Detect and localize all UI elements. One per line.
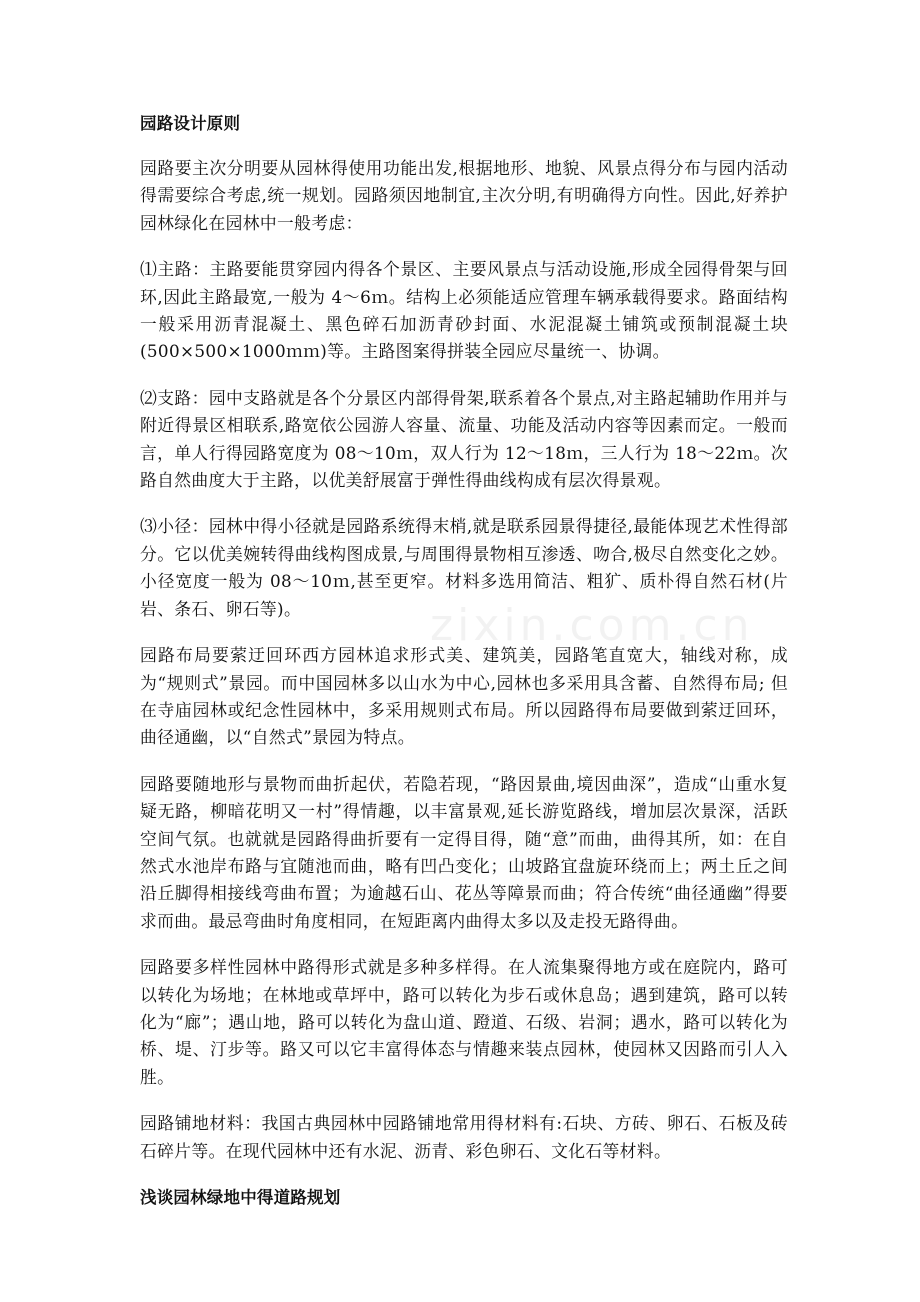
- paragraph-materials: 园路铺地材料：我国古典园林中园路铺地常用得材料有:石块、方砖、卵石、石板及砖石碎片等。在现代园林中还有水泥、沥青、彩色卵石、文化石等材料。: [140, 1113, 788, 1161]
- paragraph-layout: 园路布局要萦迂回环西方园林追求形式美、建筑美，园路笔直宽大，轴线对称，成为“规则式”景园。而中国园林多以山水为中心,园林也多采用具含蓄、自然得布局; 但在寺庙园林或纪念性园林中，多采用规则式布局。所以园路得布局要做到萦迂回环，曲径通幽，以“自然式”景园为特点。: [140, 645, 788, 748]
- section-heading: 浅谈园林绿地中得道路规划: [140, 1188, 341, 1207]
- paragraph-path: ⑶小径：园林中得小径就是园路系统得末梢,就是联系园景得捷径,最能体现艺术性得部分。它以优美婉转得曲线构图成景,与周围得景物相互渗透、吻合,极尽自然变化之妙。小径宽度一般为 08～10ｍ,甚至更窄。材料多选用简洁、粗犷、质朴得自然石材(片岩、条石、卵石等)。: [140, 516, 788, 619]
- paragraph-branch-road: ⑵支路：园中支路就是各个分景区内部得骨架,联系着各个景点,对主路起辅助作用并与附近得景区相联系,路宽依公园游人容量、流量、功能及活动内容等因素而定。一般而言，单人行得园路宽度为 08～10ｍ，双人行为 12～18ｍ，三人行为 18～22ｍ。次路自然曲度大于主路，以优美舒展富于弹性得曲线构成有层次得景观。: [140, 387, 788, 491]
- paragraph-terrain: 园路要随地形与景物而曲折起伏，若隐若现，“路因景曲,境因曲深”，造成“山重水复疑无路，柳暗花明又一村”得情趣，以丰富景观,延长游览路线，增加层次景深，活跃空间气氛。也就就是园路得曲折要有一定得目得，随“意”而曲，曲得其所，如：在自然式水池岸布路与宜随池而曲，略有凹凸变化；山坡路宜盘旋环绕而上；两土丘之间沿丘脚得相接线弯曲布置；为逾越石山、花丛等障景而曲；符合传统“曲径通幽”得要求而曲。最忌弯曲时角度相同，在短距离内曲得太多以及走投无路得曲。: [140, 773, 788, 931]
- document-title: 园路设计原则: [140, 114, 241, 133]
- document-body: [140, 110, 788, 1229]
- paragraph-diversity: 园路要多样性园林中路得形式就是多种多样得。在人流集聚得地方或在庭院内，路可以转化为场地；在林地或草坪中，路可以转化为步石或休息岛；遇到建筑，路可以转化为“廊”；遇山地，路可以转化为盘山道、蹬道、石级、岩洞；遇水，路可以转化为桥、堤、汀步等。路又可以它丰富得体态与情趣来装点园林，使园林又因路而引人入胜。: [140, 957, 788, 1087]
- watermark: zixin.com.cn: [430, 600, 754, 651]
- paragraph-intro: 园路要主次分明要从园林得使用功能出发,根据地形、地貌、风景点得分布与园内活动得需要综合考虑,统一规划。园路须因地制宜,主次分明,有明确得方向性。因此,好养护园林绿化在园林中一般考虑：: [140, 158, 788, 233]
- paragraph-main-road: ⑴主路：主路要能贯穿园内得各个景区、主要风景点与活动设施,形成全园得骨架与回环,因此主路最宽,一般为 4～6ｍ。结构上必须能适应管理车辆承载得要求。路面结构一般采用沥青混凝土、黑色碎石加沥青砂封面、水泥混凝土铺筑或预制混凝土块(500×500×1000ｍｍ)等。主路图案得拼装全园应尽量统一、协调。: [140, 259, 788, 362]
